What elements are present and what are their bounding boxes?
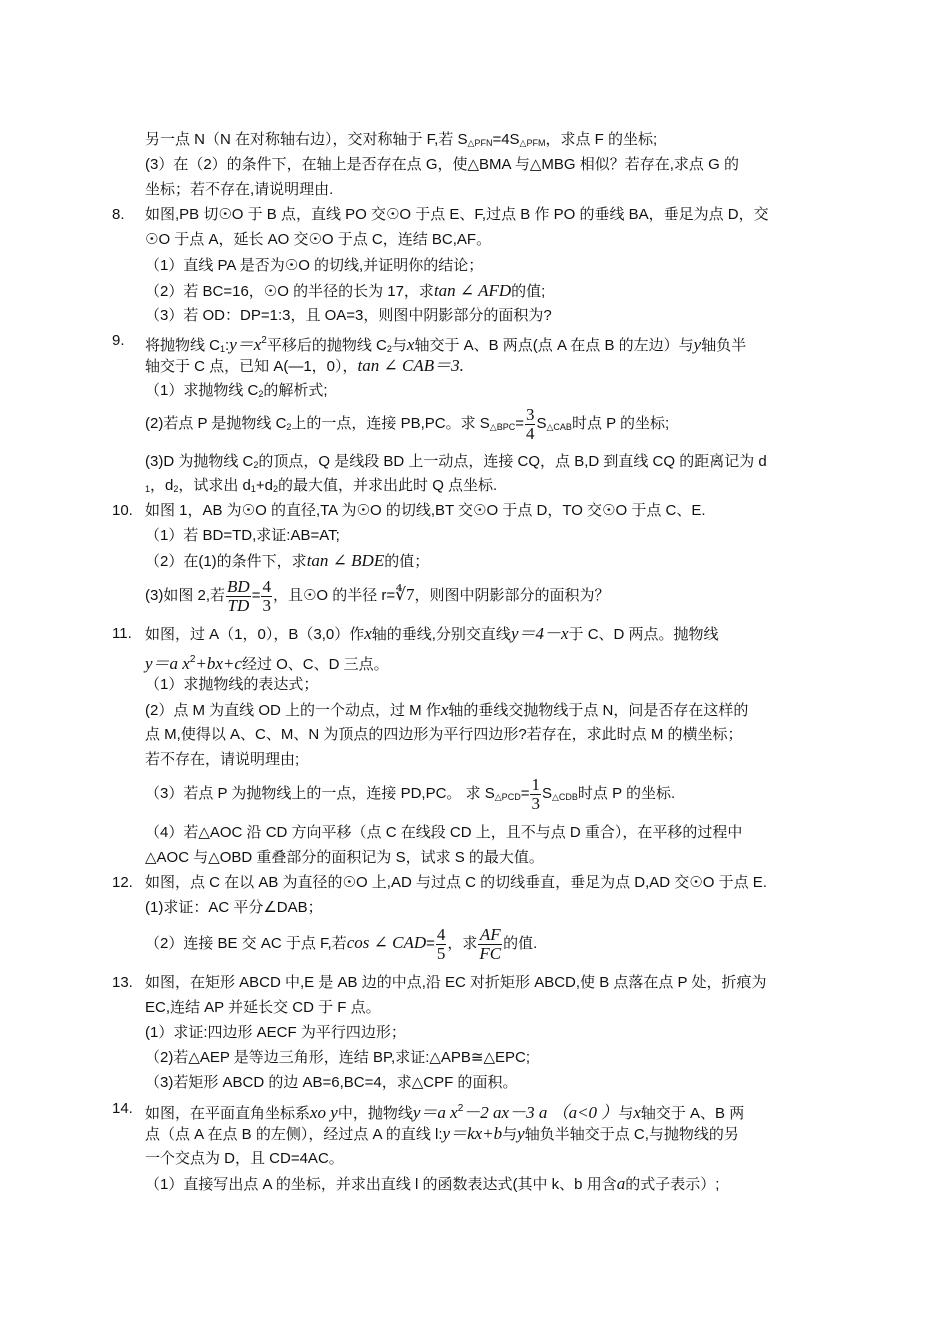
text-line: 点 M,使得以 A、C、M、N 为顶点的四边形为平行四边形?若存在，求此时点 M 的横坐标； [145, 726, 743, 743]
problem-number: 12. [112, 874, 133, 891]
text-line: （1）求抛物线的表达式； [145, 676, 319, 693]
text-line: △AOC 与△OBD 重叠部分的面积记为 S，试求 S 的最大值。 [145, 849, 544, 866]
text-line: （1）求抛物线 $C_2$的解析式; [145, 382, 328, 399]
text-line: $_1$，$d_2$，试求出 $d_1+d_2$的最大值，并求出此时 Q 点坐标. [145, 477, 498, 494]
text-line: 如图，点 C 在以 AB 为直径的☉O 上,AD 与过点 C 的切线垂直，垂足为点 D,AD 交☉O 于点 E. [145, 874, 767, 891]
problem-number: 11. [112, 625, 132, 642]
text-line: EC,连结 AP 并延长交 CD 于 F 点。 [145, 999, 381, 1016]
text-line: (3)D 为抛物线 $C_2$的顶点，Q 是线段 BD 上一动点，连接 CQ，点 B,D 到直线 CQ 的距离记为 d [145, 453, 767, 470]
text-line: 如图,PB 切☉O 于 B 点，直线 PO 交☉O 于点 E、F,过点 B 作 PO 的垂线 BA，垂足为点 D，交 [145, 206, 769, 223]
text-line: （1）若 BD=TD,求证:AB=AT; [145, 527, 340, 544]
problem-number: 10. [112, 502, 133, 519]
text-line: （1）直接写出点 A 的坐标，并求出直线 l 的函数表达式(其中 k、b 用含a的式子表示）; [145, 1174, 720, 1193]
text-line: （3）若 OD：DP=1:3，且 OA=3，则图中阴影部分的面积为? [145, 307, 552, 324]
fraction: $\frac{4}{3}$ [262, 576, 271, 615]
text-line: 若不存在，请说明理由; [145, 751, 300, 768]
problem-number: 8. [112, 206, 125, 223]
text-line: （3)若矩形 ABCD 的边 AB=6,BC=4，求△CPF 的面积。 [145, 1074, 518, 1091]
text-line: ☉O 于点 A，延长 AO 交☉O 于点 C，连结 BC,AF。 [145, 231, 492, 248]
problem-number: 14. [112, 1100, 133, 1117]
text-line: 如图 1，AB 为☉O 的直径,TA 为☉O 的切线,BT 交☉O 于点 D，TO 交☉O 于点 C、E. [145, 502, 706, 519]
text-line: 轴交于 C 点，已知 A(—1，0），tan ∠ CAB＝3. [145, 356, 464, 375]
text-line: (3）在（2）的条件下，在轴上是否存在点 G，使△BMA 与△MBG 相似？若存在,求点 G 的 [145, 156, 739, 173]
fraction: $\frac{AF}{FC}$ [479, 924, 502, 963]
text-line: 将抛物线 $C_1:y=x^2$平移后的抛物线 $C_2$与x轴交于 A、B 两点(点 A 在点 B 的左边）与y轴负半 [145, 335, 747, 354]
fraction: $\frac{BD}{TD}$ [227, 576, 250, 615]
text-line: (3)如图 2,若 $\frac{BD}{TD}$ = $\frac{4}{3}$ ，且☉O 的半径 r=∜7，则图中阴影部分的面积为？ [145, 576, 610, 615]
fraction: $\frac{3}{4}$ [525, 404, 535, 443]
text-line: （2)若△AEP 是等边三角形，连结 BP,求证:△APB≅△EPC; [145, 1049, 531, 1066]
text-line: （2）在(1)的条件下，求tan ∠ BDE的值； [145, 551, 430, 570]
problem-number: 13. [112, 974, 133, 991]
text-line: 点（点 A 在点 B 的左侧），经过点 A 的直线 l:y＝kx+b与y轴负半轴交于点 C,与抛物线的另 [145, 1124, 739, 1143]
text-line: （2）连接 BE 交 AC 于点 F,若cos ∠ CAD= $\frac{4}{5}$ ，求 $\frac{AF}{FC}$ 的值. [145, 924, 538, 963]
text-line: 如图，在矩形 ABCD 中,E 是 AB 边的中点,沿 EC 对折矩形 ABCD,使 B 点落在点 P 处，折痕为 [145, 974, 767, 991]
text-line: （2）若 BC=16，☉O 的半径的长为 17，求tan ∠ AFD的值; [145, 281, 546, 300]
problem-number: 9. [112, 332, 125, 349]
fraction: $\frac{4}{5}$ [436, 924, 446, 963]
text-line: (1）求证:四边形 AECF 为平行四边形； [145, 1024, 406, 1041]
text-line: y＝a $x^2+bx+c$经过 O、C、D 三点。 [145, 654, 389, 673]
text-line: 如图，过 A（1，0），B（3,0）作x轴的垂线,分别交直线y＝4－x于 C、D 两点。抛物线 [145, 624, 719, 643]
text-line: (1)求证：AC 平分∠DAB； [145, 899, 323, 916]
text-line: 另一点 N（N 在对称轴右边），交对称轴于 F,若 $S_{\triangle PFN}=4S_{\triangle PFM}$，求点 F 的坐标; [145, 131, 658, 148]
text-line: （1）直线 PA 是否为☉O 的切线,并证明你的结论； [145, 257, 484, 274]
text-line: (2)若点 P 是抛物线 $C_2$上的一点，连接 PB,PC。求 $S_{\triangle BPC}=$ $\frac{3}{4}$ $S_{\triangle CAB}$时点 P 的坐标; [145, 404, 670, 443]
fraction: $\frac{1}{3}$ [531, 774, 540, 813]
text-line: 一个交点为 D，且 CD=4AC。 [145, 1150, 344, 1167]
text-line: （4）若△AOC 沿 CD 方向平移（点 C 在线段 CD 上，且不与点 D 重合），在平移的过程中 [145, 824, 743, 841]
text-line: （3）若点 P 为抛物线上的一点，连接 PD,PC。 求 $S_{\triangle PCD}=$ $\frac{1}{3}$ $S_{\triangle CDB}$时点 P 的坐标. [145, 774, 676, 813]
text-line: (2）点 M 为直线 OD 上的一个动点，过 M 作x轴的垂线交抛物线于点 N，问是否存在这样的 [145, 700, 749, 719]
text-line: 如图，在平面直角坐标系xo y中，抛物线y＝a $x^2-2$ ax－3 a （a<0 ）与x轴交于 A、B 两 [145, 1103, 745, 1122]
text-line: 坐标；若不存在,请说明理由. [145, 181, 334, 198]
